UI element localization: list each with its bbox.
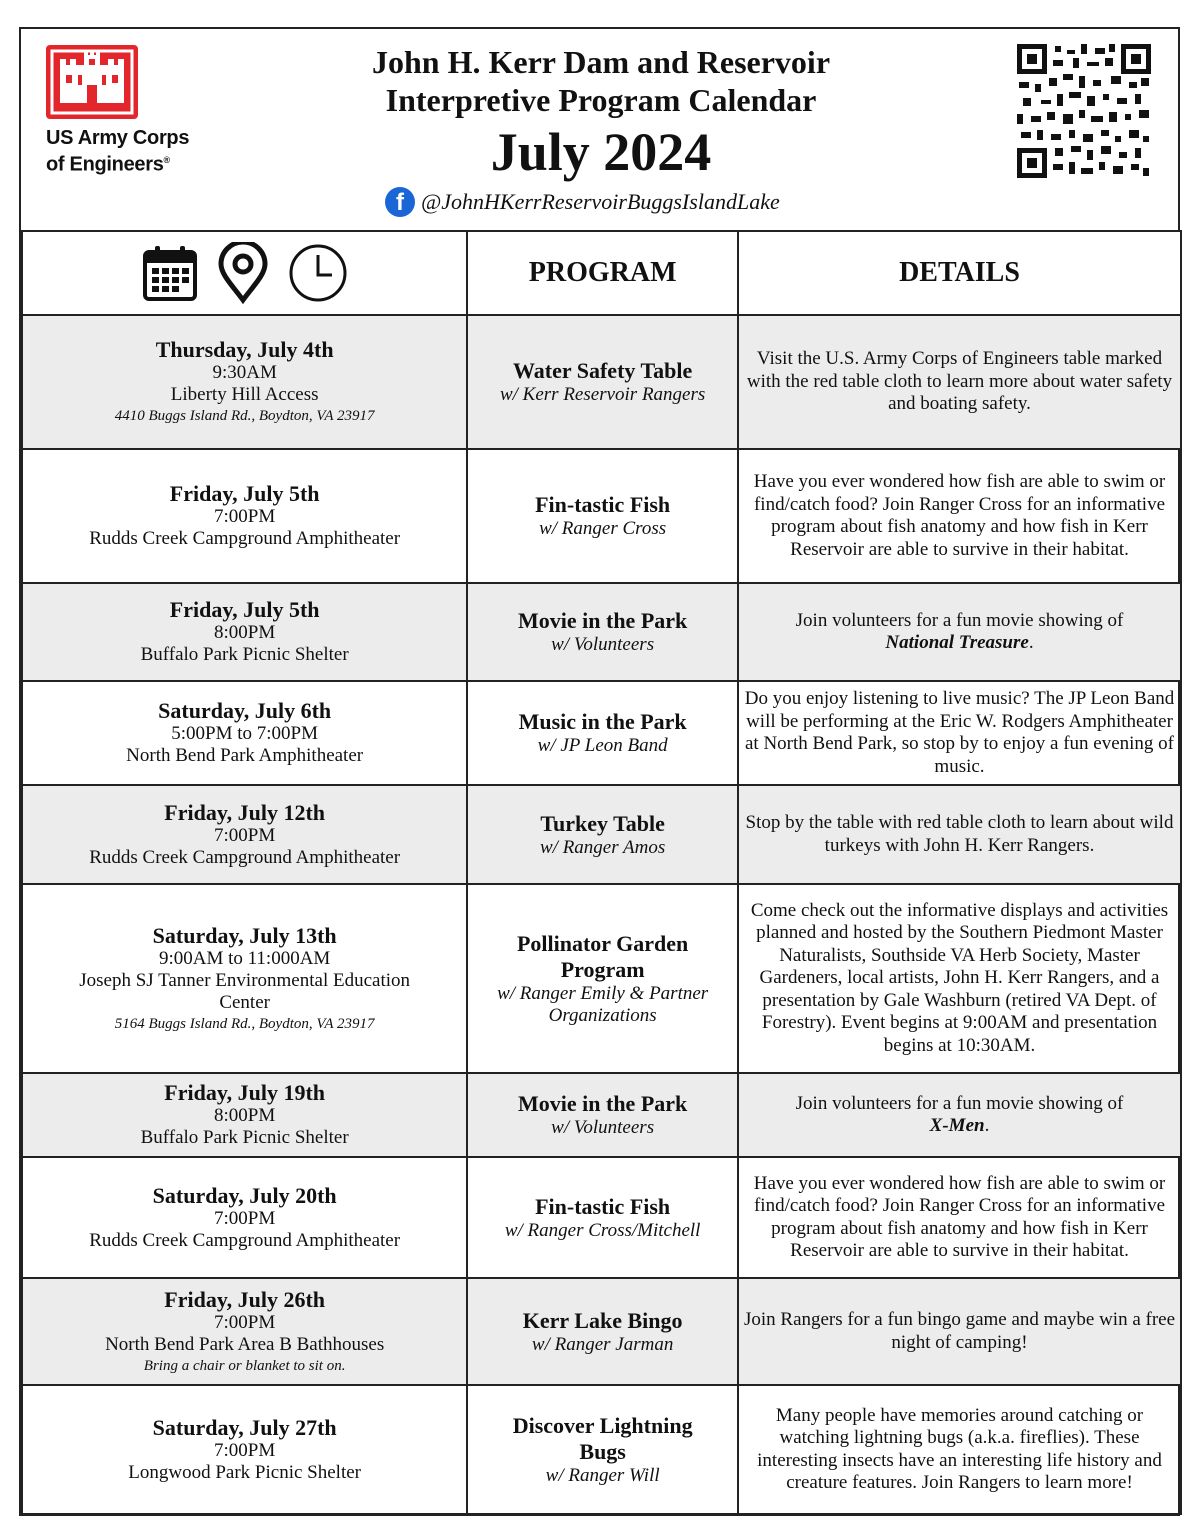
event-details <box>738 1073 1181 1157</box>
event-location: Liberty Hill Access <box>170 384 319 405</box>
program-title: Pollinator Garden Program <box>516 930 689 982</box>
event-date: Saturday, July 20th <box>152 1182 337 1208</box>
qr-code-icon <box>1017 44 1151 178</box>
registered-mark: ® <box>163 155 170 165</box>
event-details <box>738 681 1181 785</box>
table-row <box>22 583 1181 681</box>
details-text: Do you enjoy listening to live music? The JP Leon Band will be performing at the Eric W. Rodgers Amphitheater at North Bend Park, so stop by to enjoy a fun evening of music. <box>744 688 1175 777</box>
event-time: 7:00PM <box>214 1207 276 1229</box>
details-text: Visit the U.S. Army Corps of Engineers table marked with the red table cloth to learn more about water safety and boating safety. <box>746 348 1173 415</box>
calendar-icon <box>142 244 198 302</box>
event-details <box>738 785 1181 884</box>
event-details <box>738 1278 1181 1385</box>
event-details <box>738 315 1181 449</box>
details-text: Have you ever wondered how fish are able to swim or find/catch food? Join Ranger Cross for an informative program about fish anatomy and how fish in Kerr Reservoir are able to survive in their habitat. <box>753 1172 1166 1261</box>
table-row <box>22 884 1181 1073</box>
program-table <box>21 230 1182 1515</box>
event-date: Friday, July 12th <box>164 799 326 825</box>
event-location: Buffalo Park Picnic Shelter <box>140 644 349 665</box>
event-when-where <box>22 449 467 583</box>
details-movie <box>743 632 1176 655</box>
details-text: Join volunteers for a fun movie showing of <box>795 1092 1124 1114</box>
movie-title: X-Men <box>929 1115 985 1136</box>
event-date: Saturday, July 27th <box>152 1414 337 1440</box>
event-address: 5164 Buggs Island Rd., Boydton, VA 23917 <box>114 1015 375 1032</box>
event-when-where <box>22 1385 467 1514</box>
event-time: 7:00PM <box>214 1311 276 1333</box>
event-program <box>467 315 738 449</box>
event-time: 7:00PM <box>214 824 276 846</box>
event-date: Friday, July 26th <box>164 1286 326 1312</box>
event-details <box>738 1157 1181 1278</box>
event-program <box>467 1073 738 1157</box>
event-details <box>738 449 1181 583</box>
qr-code[interactable] <box>1017 44 1151 178</box>
details-movie <box>743 1115 1176 1138</box>
table-row <box>22 449 1181 583</box>
event-when-where <box>22 1073 467 1157</box>
program-host: w/ Volunteers <box>551 634 655 655</box>
event-time: 5:00PM to 7:00PM <box>171 723 319 744</box>
event-date: Friday, July 5th <box>169 597 320 622</box>
program-title: Discover Lightning Bugs <box>512 1412 693 1464</box>
event-location: Buffalo Park Picnic Shelter <box>140 1127 349 1148</box>
program-host: w/ Ranger Will <box>545 1464 660 1486</box>
program-title: Fin-tastic Fish <box>535 1193 671 1219</box>
usace-castle-logo <box>46 45 138 119</box>
facebook-icon: f <box>385 187 415 217</box>
event-program <box>467 1278 738 1385</box>
facebook-link[interactable] <box>385 187 780 217</box>
event-when-where <box>22 1157 467 1278</box>
event-date: Thursday, July 4th <box>155 337 334 362</box>
event-time: 7:00PM <box>214 1439 276 1461</box>
event-location: Rudds Creek Campground Amphitheater <box>89 528 401 549</box>
table-row <box>22 315 1181 449</box>
program-title: Movie in the Park <box>518 1091 688 1116</box>
details-text: Join Rangers for a fun bingo game and maybe win a free night of camping! <box>743 1309 1176 1353</box>
program-host: w/ Volunteers <box>551 1117 655 1138</box>
event-location: Rudds Creek Campground Amphitheater <box>89 1229 401 1251</box>
program-host: w/ JP Leon Band <box>537 735 668 756</box>
table-row <box>22 681 1181 785</box>
details-column-header: DETAILS <box>738 231 1181 315</box>
event-location: North Bend Park Amphitheater <box>126 745 364 766</box>
event-when-where <box>22 315 467 449</box>
event-date: Friday, July 5th <box>169 481 320 506</box>
location-pin-icon <box>217 242 269 304</box>
program-host: w/ Kerr Reservoir Rangers <box>499 384 706 405</box>
event-program <box>467 449 738 583</box>
event-location: Rudds Creek Campground Amphitheater <box>89 846 401 868</box>
event-details <box>738 884 1181 1073</box>
movie-title: National Treasure <box>885 632 1029 653</box>
event-location: North Bend Park Area B Bathhouses <box>105 1333 385 1355</box>
movie-title-end: . <box>1028 632 1034 653</box>
event-date: Saturday, July 13th <box>152 922 337 948</box>
event-date: Saturday, July 6th <box>158 698 332 723</box>
event-address: 4410 Buggs Island Rd., Boydton, VA 23917 <box>114 408 375 424</box>
event-program <box>467 1157 738 1278</box>
org-name <box>46 127 246 176</box>
event-when-where <box>22 1278 467 1385</box>
program-title: Music in the Park <box>518 709 687 734</box>
table-row <box>22 785 1181 884</box>
event-time: 9:30AM <box>212 362 277 383</box>
details-text: Many people have memories around catching or watching lightning bugs (a.k.a. fireflies). These interesting insects have an interesting life history and creature features. Join Rangers to learn more! <box>757 1404 1162 1493</box>
event-time: 7:00PM <box>214 506 276 527</box>
table-row <box>22 1157 1181 1278</box>
event-details <box>738 1385 1181 1514</box>
program-host: w/ Ranger Emily & Partner Organizations <box>497 982 709 1026</box>
event-program <box>467 884 738 1073</box>
event-time: 8:00PM <box>214 622 276 643</box>
program-host: w/ Ranger Cross/Mitchell <box>504 1219 701 1241</box>
header <box>21 29 1178 230</box>
program-title: Kerr Lake Bingo <box>522 1307 683 1333</box>
details-text: Join volunteers for a fun movie showing of <box>795 609 1124 631</box>
details-text: Stop by the table with red table cloth to learn about wild turkeys with John H. Kerr Rangers. <box>745 812 1174 856</box>
program-title: Water Safety Table <box>513 358 693 383</box>
table-header-row <box>22 231 1181 315</box>
org-name-line1: US Army Corps <box>46 127 190 149</box>
program-host: w/ Ranger Amos <box>540 836 666 858</box>
event-when-where <box>22 884 467 1073</box>
event-program <box>467 1385 738 1514</box>
event-when-where <box>22 681 467 785</box>
event-date: Friday, July 19th <box>164 1080 326 1105</box>
event-time: 9:00AM to 11:000AM <box>158 947 331 969</box>
org-name-line2: of Engineers® <box>46 153 170 176</box>
program-column-header: PROGRAM <box>467 231 738 315</box>
event-location: Joseph SJ Tanner Environmental Education Center <box>79 969 411 1013</box>
event-when-where <box>22 785 467 884</box>
table-row <box>22 1278 1181 1385</box>
program-host: w/ Ranger Cross <box>539 518 667 539</box>
title-block <box>301 43 901 183</box>
event-details <box>738 583 1181 681</box>
month-title: July 2024 <box>490 122 712 182</box>
event-location: Longwood Park Picnic Shelter <box>128 1461 361 1483</box>
event-program <box>467 785 738 884</box>
details-text: Have you ever wondered how fish are able to swim or find/catch food? Join Ranger Cross for an informative program about fish anatomy and how fish in Kerr Reservoir are able to survive in their habitat. <box>753 471 1166 560</box>
event-program <box>467 583 738 681</box>
calendar-page <box>19 27 1180 1516</box>
program-host: w/ Ranger Jarman <box>531 1333 674 1355</box>
event-when-where <box>22 583 467 681</box>
program-title: Fin-tastic Fish <box>535 492 671 517</box>
title-line2: Interpretive Program Calendar <box>385 82 817 118</box>
program-title: Turkey Table <box>540 810 665 836</box>
event-note: Bring a chair or blanket to sit on. <box>143 1357 346 1374</box>
when-where-header <box>22 231 467 315</box>
facebook-handle[interactable]: @JohnHKerrReservoirBuggsIslandLake <box>421 189 780 214</box>
program-title: Movie in the Park <box>518 608 688 633</box>
title-line1: John H. Kerr Dam and Reservoir <box>371 44 831 80</box>
table-row <box>22 1073 1181 1157</box>
clock-icon <box>288 243 348 303</box>
event-time: 8:00PM <box>214 1105 276 1126</box>
details-text: Come check out the informative displays and activities planned and hosted by the Southern Piedmont Master Naturalists, Southside VA Herb Society, Master Gardeners, local artists, John H. Kerr Rangers, and a presentation by Gale Washburn (retired VA Dept. of Forestry). Event begins at 9:00AM and presentation begins at 10:30AM. <box>750 899 1169 1056</box>
movie-title-end: . <box>984 1115 990 1136</box>
table-row <box>22 1385 1181 1514</box>
castle-icon <box>46 45 138 119</box>
event-program <box>467 681 738 785</box>
